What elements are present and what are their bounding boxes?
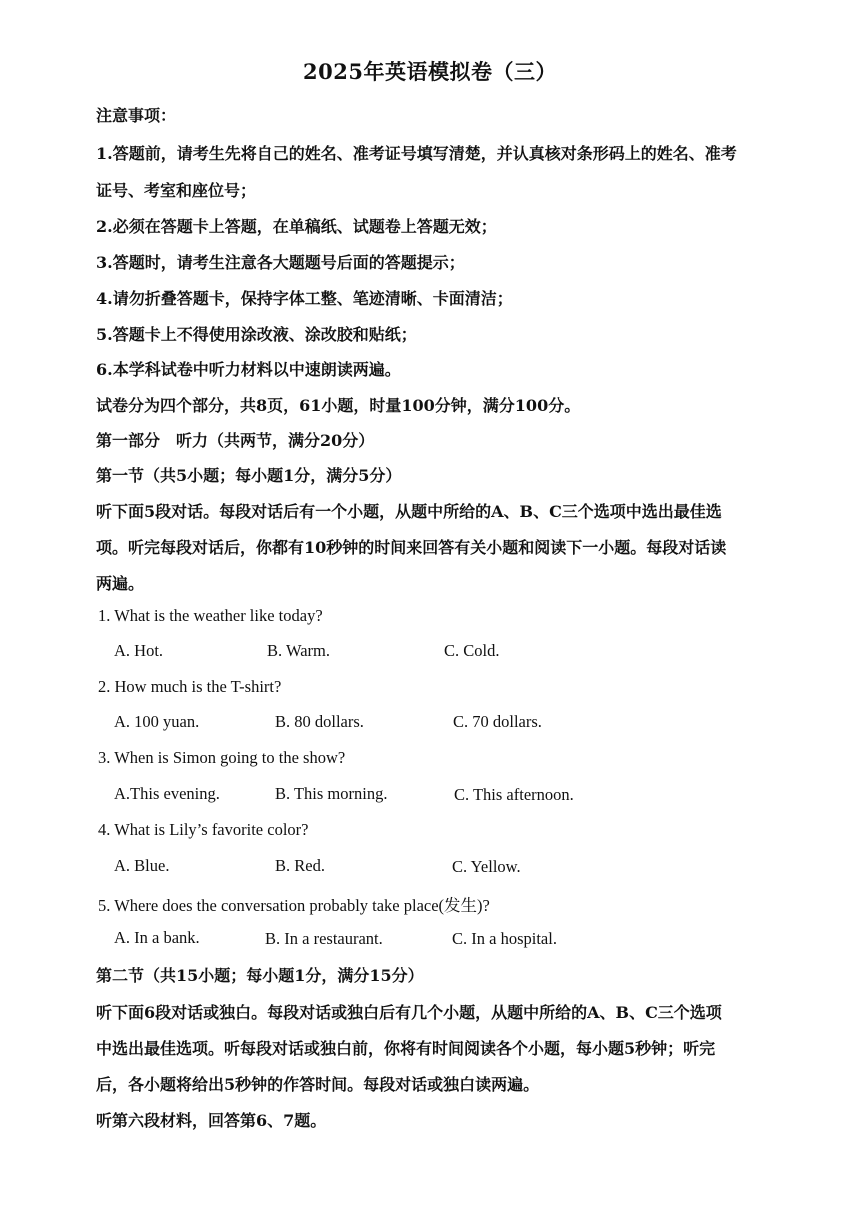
option-c: C. Cold. [444, 641, 500, 660]
option-c: C. This afternoon. [454, 785, 574, 804]
option-c: C. Yellow. [452, 857, 521, 876]
option-b: B. 80 dollars. [275, 712, 364, 731]
option-b: B. Warm. [267, 641, 330, 660]
notice-line: 证号、考室和座位号； [96, 181, 257, 200]
option-a: A. Hot. [114, 641, 164, 660]
next-material-prompt: 听第六段材料，回答第6、7题。 [96, 1111, 327, 1130]
page-title: 2025年英语模拟卷（三） [303, 59, 557, 84]
notice-line: 5.答题卡上不得使用涂改液、涂改胶和贴纸； [96, 325, 417, 344]
section1-instruction-line: 项。听完每段对话后，你都有10秒钟的时间来回答有关小题和阅读下一小题。每段对话读 [96, 538, 727, 557]
option-a: A. In a bank. [114, 928, 200, 947]
notice-line: 2.必须在答题卡上答题，在单稿纸、试题卷上答题无效； [96, 217, 497, 236]
section2-heading: 第二节（共15小题；每小题1分，满分15分） [96, 966, 424, 985]
question-text: 2. How much is the T-shirt? [98, 677, 282, 696]
question-text: 5. Where does the conversation probably take place(发生)? [98, 896, 490, 915]
question-text: 1. What is the weather like today? [98, 606, 323, 625]
part1-heading: 第一部分 听力（共两节，满分20分） [96, 431, 375, 450]
option-a: A.This evening. [114, 784, 220, 803]
paper-info: 试卷分为四个部分，共8页，61小题，时量100分钟，满分100分。 [96, 396, 581, 415]
section2-instruction-line: 中选出最佳选项。听每段对话或独白前，你将有时间阅读各个小题，每小题5秒钟；听完 [96, 1039, 716, 1058]
notice-line: 4.请勿折叠答题卡，保持字体工整、笔迹清晰、卡面清洁； [96, 289, 513, 308]
notice-line: 3.答题时，请考生注意各大题题号后面的答题提示； [96, 253, 465, 272]
option-b: B. In a restaurant. [265, 929, 383, 948]
question-text: 4. What is Lily’s favorite color? [98, 820, 309, 839]
section1-instruction-line: 听下面5段对话。每段对话后有一个小题，从题中所给的A、B、C三个选项中选出最佳选 [96, 502, 722, 521]
section2-instruction-line: 后，各小题将给出5秒钟的作答时间。每段对话或独白读两遍。 [96, 1075, 540, 1094]
notice-heading: 注意事项： [96, 106, 177, 125]
option-c: C. In a hospital. [452, 929, 557, 948]
question-text: 3. When is Simon going to the show? [98, 748, 346, 767]
option-b: B. This morning. [275, 784, 388, 803]
section1-instruction-line: 两遍。 [96, 574, 145, 593]
option-b: B. Red. [275, 856, 325, 875]
section2-instruction-line: 听下面6段对话或独白。每段对话或独白后有几个小题，从题中所给的A、B、C三个选项 [96, 1003, 722, 1022]
option-a: A. 100 yuan. [114, 712, 200, 731]
option-c: C. 70 dollars. [453, 712, 542, 731]
notice-line: 6.本学科试卷中听力材料以中速朗读两遍。 [96, 360, 401, 379]
section1-heading: 第一节（共5小题；每小题1分，满分5分） [96, 466, 402, 485]
notice-line: 1.答题前，请考生先将自己的姓名、准考证号填写清楚，并认真核对条形码上的姓名、准考 [96, 144, 737, 163]
option-a: A. Blue. [114, 856, 170, 875]
